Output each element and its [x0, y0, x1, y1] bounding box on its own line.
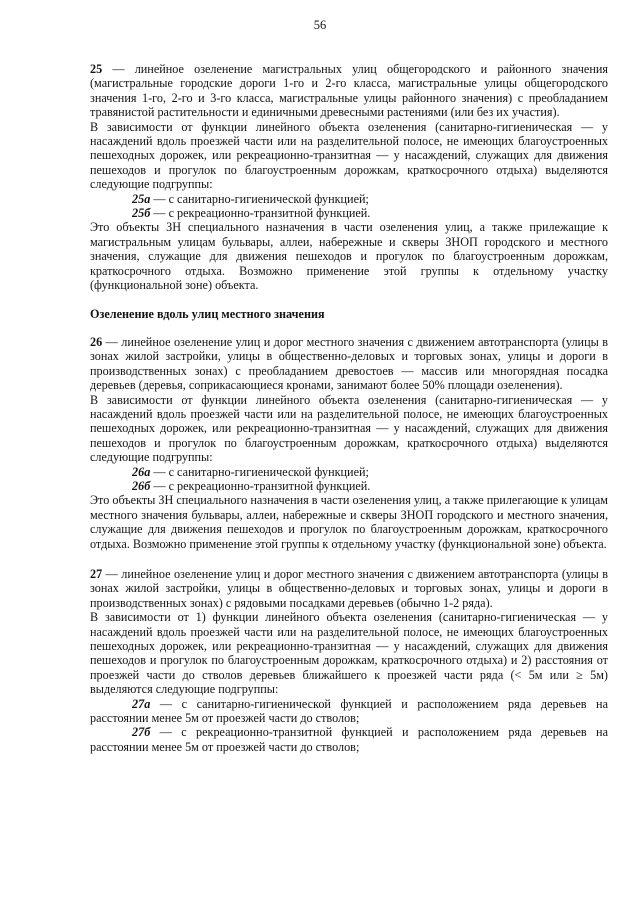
group-26-division: В зависимости от функции линейного объекта озеленения (санитарно-гигиеническая — у насаждений вдоль проезжей части или на разделительной полосе, не имеющих благоустроенных пешеходных дорожек, или рекреационно-транзитная — у насаждений, служащих для движения пешеходов и прогулок по благоустроенным дорожкам, краткосрочного отдыха) выделяются следующие подгруппы:: [90, 392, 608, 465]
group-27-division: В зависимости от 1) функции линейного объекта озеленения (санитарно-гигиеническая — у насаждений вдоль проезжей части или на разделительной полосе, не имеющих благоустроенных пешеходных дорожек, или рекреационно-транзитная — у насаждений, служащих для движения пешеходов и прогулок по благоустроенным дорожкам, краткосрочного отдыха) и 2) расстояния от проезжей части до стволов деревьев ближайшего к проезжей части ряда (< 5м или ≥ 5м) выделяются следующие подгруппы:: [90, 610, 608, 697]
subgroup-26b: [90, 479, 608, 493]
group-27-intro: — линейное озеленение улиц и дорог местного значения с движением автотранспорта (улицы в зонах жилой застройки, улицы в общественно-деловых и торговых зонах, улицы и дороги в производственных зонах) с рядовыми посадками деревьев (обычно 1-2 ряда).: [90, 567, 608, 610]
subgroup-27a: [90, 697, 608, 726]
page-content: [90, 62, 608, 754]
subgroup-26b-text: — с рекреационно-транзитной функцией.: [150, 478, 371, 493]
group-26-intro: — линейное озеленение улиц и дорог местного значения с движением автотранспорта (улицы в зонах жилой застройки, улицы в общественно-деловых и торговых зонах, улицы и дороги в производственных зонах) с преобладанием древостоев — массив или многорядная посадка деревьев (деревья, соприкасающиеся кронами, занимают более 50% площади озеленения).: [90, 334, 608, 393]
group-25-number: 25: [90, 62, 103, 76]
subgroup-27a-code: 27а: [132, 696, 151, 711]
subgroup-26a: [90, 465, 608, 479]
group-27-definition: [90, 567, 608, 610]
group-25-division: В зависимости от функции линейного объекта озеленения (санитарно-гигиеническая — у насаждений вдоль проезжей части или на разделительной полосе, не имеющих благоустроенных пешеходных дорожек, или рекреационно-транзитная — у насаждений, служащих для движения пешеходов и прогулок по благоустроенным дорожкам, краткосрочного отдыха) выделяются следующие подгруппы:: [90, 119, 608, 192]
subgroup-26b-code: 26б: [132, 478, 151, 493]
subgroup-25a-text: — с санитарно-гигиенической функцией;: [150, 191, 369, 206]
subgroup-25b: [90, 206, 608, 220]
subgroup-25a: [90, 192, 608, 206]
group-25-definition: [90, 62, 608, 120]
subgroup-27b-code: 27б: [132, 725, 151, 740]
subgroup-25b-code: 25б: [132, 206, 151, 221]
subgroup-25a-code: 25а: [132, 191, 151, 206]
group-26-note: Это объекты ЗН специального назначения в части озеленения улиц, а также прилегающие к улицам местного значения бульвары, аллеи, набережные и скверы ЗНОП городского и местного значения, служащие для движения пешеходов и прогулок по благоустроенным дорожкам, краткосрочного отдыха. Возможно применение этой группы к отдельному участку (функциональной зоне) объекта.: [90, 493, 608, 551]
page-number: 56: [313, 18, 327, 32]
subgroup-27a-text: — с санитарно-гигиенической функцией и расположением ряда деревьев на расстоянии менее 5м от проезжей части до стволов;: [90, 696, 608, 726]
subgroup-27b-text: — с рекреационно-транзитной функцией и расположением ряда деревьев на расстоянии менее 5м от проезжей части до стволов;: [90, 725, 608, 754]
subgroup-26a-code: 26а: [132, 464, 151, 479]
subgroup-26a-text: — с санитарно-гигиенической функцией;: [150, 464, 369, 479]
section-heading: Озеленение вдоль улиц местного значения: [90, 306, 325, 321]
group-26-definition: [90, 335, 608, 393]
group-26-number: 26: [90, 334, 103, 349]
group-25-intro: — линейное озеленение магистральных улиц общегородского и районного значения (магистральные городские дороги 1-го и 2-го класса, магистральные улицы общегородского значения 1-го, 2-го и 3-го класса, магистральные улицы районного значения) с преобладанием травянистой растительности и единичными древесными растениями (или без их участия).: [90, 62, 608, 120]
subgroup-27b: [90, 725, 608, 754]
group-25-note: Это объекты ЗН специального назначения в части озеленения улиц, а также прилежащие к магистральным улицам бульвары, аллеи, набережные и скверы ЗНОП городского и местного значения, служащие для движения пешеходов и прогулок по благоустроенным дорожкам, краткосрочного отдыха. Возможно применение этой группы к отдельному участку (функциональной зоне) объекта.: [90, 220, 608, 293]
spacer: [90, 551, 608, 567]
group-27-number: 27: [90, 567, 103, 581]
subgroup-25b-text: — с рекреационно-транзитной функцией.: [150, 206, 371, 221]
